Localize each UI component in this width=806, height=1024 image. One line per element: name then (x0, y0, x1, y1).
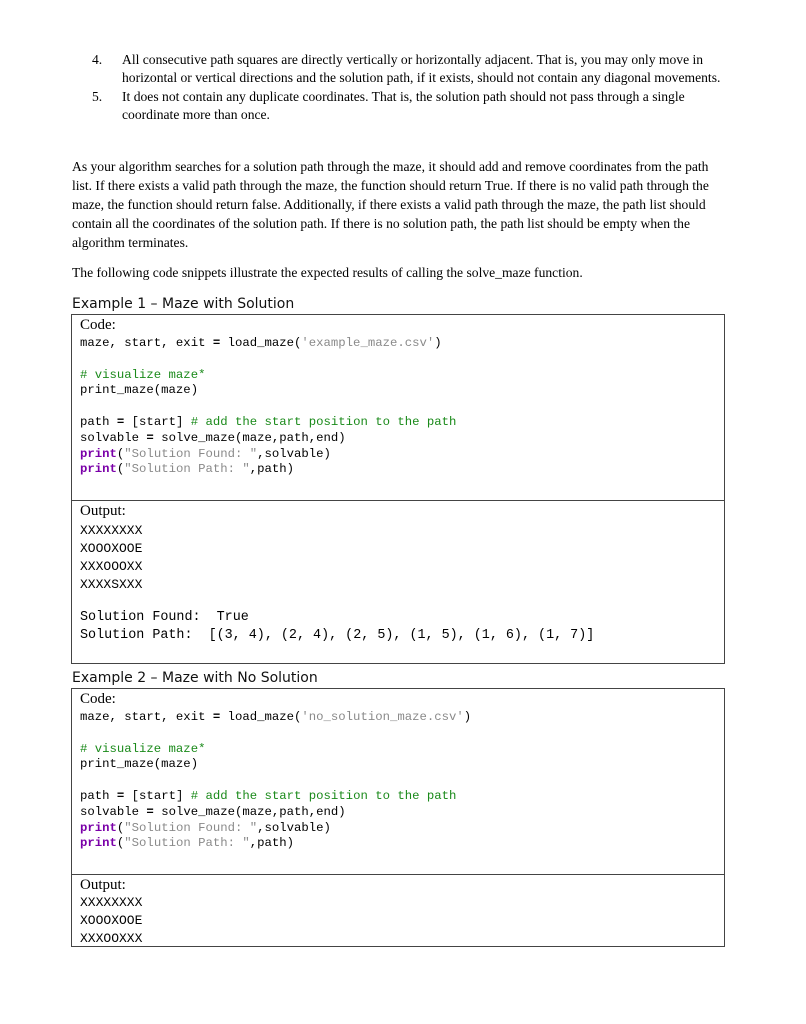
code-comment: # visualize maze* (80, 741, 206, 756)
code-string: 'example_maze.csv' (301, 336, 435, 350)
maze-row: XXXXSXXX (80, 577, 143, 592)
code-comment: # add the start position to the path (190, 788, 457, 803)
code-operator: = (146, 430, 154, 445)
code-operator: = (212, 710, 221, 724)
code-text: ( (116, 820, 125, 835)
code-text: ,path) (249, 836, 295, 851)
code-text: ,solvable) (257, 446, 331, 461)
example-2-title: Example 2 – Maze with No Solution (72, 670, 318, 686)
list-item (92, 51, 732, 87)
maze-row: XOOOXOOE (80, 541, 143, 556)
code-text: maze, start, exit (80, 336, 213, 350)
maze-row: XXXXXXXX (80, 895, 143, 910)
code-text: path (80, 788, 117, 803)
solution-found-label: Solution Found: (80, 610, 201, 625)
code-keyword: print (80, 446, 117, 461)
code-string: "Solution Path: " (124, 462, 250, 477)
code-string: "Solution Found: " (124, 820, 258, 835)
code-keyword: print (80, 462, 117, 477)
code-text: solvable (80, 804, 147, 819)
output-label: Output: (80, 877, 126, 893)
code-operator: = (212, 336, 221, 350)
code-text: solve_maze(maze,path,end) (153, 430, 346, 445)
maze-row: XXXOOXXX (80, 931, 143, 946)
code-output-divider (72, 500, 724, 501)
code-operator: = (146, 804, 154, 819)
code-text: maze, start, exit (80, 710, 213, 724)
list-item-number: 4. (92, 52, 103, 67)
code-text: [start] (124, 414, 191, 429)
maze-row: XOOOXOOE (80, 913, 143, 928)
code-text: ,path) (249, 462, 295, 477)
code-text: ) (463, 710, 472, 724)
code-text: print_maze(maze) (80, 757, 199, 772)
code-text: ( (116, 446, 125, 461)
code-text: ( (116, 836, 125, 851)
solution-path-label: Solution Path: (80, 628, 193, 643)
solution-found-value: True (216, 610, 249, 625)
example-2-box (71, 688, 725, 947)
example-1-box (71, 314, 725, 664)
code-label: Code: (80, 691, 116, 707)
code-operator: = (116, 414, 125, 429)
code-string: 'no_solution_maze.csv' (301, 710, 464, 724)
maze-output (80, 894, 142, 948)
output-label: Output: (80, 503, 126, 519)
code-block (80, 710, 471, 852)
code-string: "Solution Path: " (124, 836, 250, 851)
code-output-divider (72, 874, 724, 875)
code-text: solvable (80, 430, 147, 445)
code-text: ( (116, 462, 125, 477)
maze-output (80, 522, 142, 594)
code-text: ) (434, 336, 442, 350)
code-comment: # visualize maze* (80, 367, 206, 382)
list-item (92, 88, 732, 124)
code-label: Code: (80, 317, 116, 333)
code-text: [start] (124, 788, 191, 803)
code-text: ,solvable) (257, 820, 331, 835)
example-1-title: Example 1 – Maze with Solution (72, 296, 295, 312)
maze-row: XXXOOOXX (80, 559, 143, 574)
requirements-list (92, 51, 732, 124)
code-operator: = (116, 788, 125, 803)
solution-path-line (80, 627, 594, 645)
code-text: load_maze( (220, 336, 302, 350)
list-item-text: It does not contain any duplicate coordinates. That is, the solution path should not pass through a single coordinate more than once. (122, 89, 685, 122)
code-block (80, 336, 456, 478)
code-snippets-intro-paragraph: The following code snippets illustrate the expected results of calling the solve_maze function. (72, 265, 583, 280)
list-item-number: 5. (92, 89, 103, 104)
code-text: load_maze( (220, 710, 302, 724)
algorithm-description-paragraph: As your algorithm searches for a solution path through the maze, it should add and remove coordinates from the path list. If there exists a valid path through the maze, the function should return True. If there is no valid path through the maze, the function should return false. Additionally, if there exists a valid path through the maze, the path list should contain all the coordinates of the solution path. If there is no solution path, the path list should be empty when the algorithm terminates. (72, 159, 709, 250)
maze-row: XXXXXXXX (80, 523, 143, 538)
solution-found-line (80, 609, 249, 627)
code-keyword: print (80, 836, 117, 851)
code-text: solve_maze(maze,path,end) (153, 804, 346, 819)
list-item-text: All consecutive path squares are directly vertically or horizontally adjacent. That is, you may only move in horizontal or vertical directions and the solution path, if it exists, should not contain any diagonal movements. (122, 52, 721, 85)
code-text: print_maze(maze) (80, 383, 199, 398)
solution-path-value: [(3, 4), (2, 4), (2, 5), (1, 5), (1, 6), (1, 7)] (208, 628, 595, 643)
code-string: "Solution Found: " (124, 446, 258, 461)
code-keyword: print (80, 820, 117, 835)
code-comment: # add the start position to the path (190, 414, 457, 429)
code-text: path (80, 414, 117, 429)
